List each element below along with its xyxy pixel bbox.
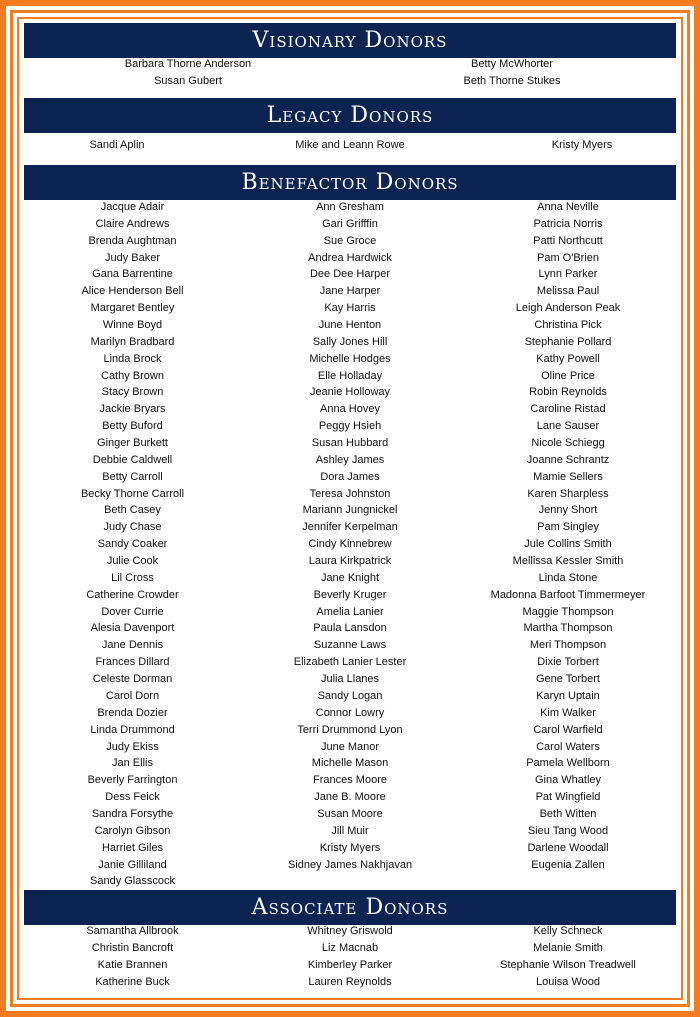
donor-name: Beth Witten (539, 807, 597, 820)
legacy-name-3: Kristy Myers (551, 139, 613, 151)
donor-name: Jane Knight (320, 571, 380, 584)
donor-name: Melanie Smith (533, 941, 603, 954)
donor-name: Beth Casey (104, 504, 161, 517)
donor-name: Maggie Thompson (522, 605, 614, 618)
donor-name: Susan Moore (317, 807, 383, 820)
donor-name: Claire Andrews (95, 217, 170, 230)
donor-name: Kim Walker (540, 706, 596, 719)
donor-name: Winne Boyd (102, 319, 163, 332)
donor-name: Nicole Schiegg (531, 437, 605, 450)
donor-name: Kimberley Parker (307, 958, 393, 971)
donor-name: Becky Thorne Carroll (80, 487, 185, 500)
donor-name: Elizabeth Lanier Lester (293, 656, 407, 669)
benefactor-column-3 (468, 199, 668, 873)
donor-name: Jackie Bryars (99, 403, 166, 416)
donor-name: Katherine Buck (95, 975, 170, 988)
donor-name: Anna Neville (537, 201, 599, 213)
donor-name: Julia Llanes (320, 673, 380, 686)
donor-name: Dixie Torbert (537, 656, 599, 669)
donor-name: Oline Price (541, 369, 595, 382)
donor-name: Celeste Dorman (92, 673, 173, 686)
donor-name: June Manor (320, 740, 380, 753)
donor-name: Andrea Hardwick (308, 251, 392, 264)
donor-name: Liz Macnab (321, 941, 379, 954)
donor-name: Susan Gubert (154, 74, 222, 87)
donor-name: Pam Singley (537, 521, 599, 534)
donor-name: Debbie Caldwell (92, 453, 173, 466)
donor-name: Linda Stone (538, 571, 598, 584)
donor-name: Alice Henderson Bell (81, 285, 184, 298)
donor-name: Lynn Parker (538, 268, 598, 281)
donor-name: Peggy Hsieh (318, 420, 382, 433)
donor-name: Sidney James Nakhjavan (287, 858, 413, 871)
donor-name: Mellissa Kessler Smith (512, 555, 624, 568)
donor-name: Jule Collins Smith (524, 538, 612, 551)
donor-name: Kristy Myers (319, 841, 381, 854)
donor-name: Jeanie Holloway (309, 386, 391, 399)
donor-name: Dora James (320, 470, 380, 483)
legacy-name-2: Mike and Leann Rowe (295, 139, 405, 151)
donor-name: Amelia Lanier (316, 605, 384, 618)
donor-name: Judy Chase (103, 521, 162, 534)
donor-name: Ashley James (315, 453, 385, 466)
donor-name: Betty McWhorter (471, 58, 553, 70)
donor-name: Gana Barrentine (92, 268, 173, 281)
donor-name: Cindy Kinnebrew (308, 538, 392, 551)
donor-name: June Henton (318, 319, 382, 332)
donor-name: Terri Drummond Lyon (297, 723, 403, 736)
donor-name: Beverly Kruger (313, 588, 387, 601)
donor-name: Teresa Johnston (309, 487, 391, 500)
donor-name: Joanne Schrantz (526, 453, 610, 466)
donor-name: Carol Waters (536, 740, 600, 753)
donor-name: Judy Ekiss (106, 740, 159, 753)
donor-name: Jan Ellis (112, 757, 153, 770)
donor-name: Laura Kirkpatrick (308, 555, 392, 568)
associate-column-2 (252, 923, 448, 990)
visionary-left-column (88, 56, 288, 90)
donor-name: Meri Thompson (529, 639, 607, 652)
donor-name: Jenny Short (538, 504, 598, 517)
donor-name: Darlene Woodall (527, 841, 609, 854)
donor-name: Sandy Glasscock (90, 875, 175, 888)
donor-name: Elle Holladay (317, 369, 383, 382)
donor-name: Dess Feick (105, 791, 160, 804)
donor-name: Carol Dorn (105, 689, 160, 702)
donor-name: Pam O'Brien (536, 251, 599, 264)
associate-column-1 (35, 923, 230, 990)
donor-name: Pamela Wellborn (526, 757, 610, 770)
donor-name: Louisa Wood (535, 975, 600, 988)
donor-name: Cathy Brown (101, 369, 164, 382)
donor-name: Margaret Bentley (90, 302, 175, 315)
donor-name: Karyn Uptain (536, 689, 600, 702)
donor-name: Paula Lansdon (313, 622, 387, 635)
donor-name: Sandy Coaker (97, 538, 168, 551)
donor-name: Jill Muir (331, 824, 369, 837)
donor-name: Eugenia Zallen (531, 858, 605, 871)
donor-name: Catherine Crowder (86, 588, 179, 601)
legacy-name-1: Sandi Aplin (89, 139, 145, 151)
donor-name: Christina Pick (534, 319, 602, 332)
donor-name: Betty Buford (102, 420, 163, 433)
donor-name: Patti Northcutt (533, 234, 603, 247)
associate-column-3 (468, 923, 668, 990)
donor-name: Brenda Dozier (97, 706, 168, 719)
donor-name: Jennifer Kerpelman (302, 521, 398, 534)
donor-name: Frances Moore (313, 774, 387, 787)
donor-name: Lane Sauser (536, 420, 600, 433)
donor-name: Sieu Tang Wood (527, 824, 609, 837)
donor-name: Madonna Barfoot Timmermeyer (490, 588, 646, 601)
donor-name: Lauren Reynolds (308, 975, 392, 988)
donor-name: Betty Carroll (102, 470, 163, 483)
donor-name: Leigh Anderson Peak (515, 302, 621, 315)
donor-name: Jane Harper (319, 285, 381, 298)
donor-name: Gari Grifffin (322, 217, 378, 230)
legacy-header: Legacy Donors (24, 98, 676, 133)
donor-name: Ann Gresham (316, 201, 384, 213)
benefactor-column-2 (252, 199, 448, 873)
donor-name: Sandra Forsythe (91, 807, 174, 820)
donor-name: Christin Bancroft (91, 941, 174, 954)
donor-name: Whitney Griswold (307, 925, 393, 937)
donor-name: Kay Harris (324, 302, 376, 315)
donor-name: Suzanne Laws (313, 639, 387, 652)
donor-name: Linda Drummond (90, 723, 175, 736)
donor-name: Sue Groce (323, 234, 377, 247)
donor-name: Beth Thorne Stukes (463, 74, 561, 87)
donor-name: Beverly Farrington (87, 774, 178, 787)
donor-name: Julie Cook (106, 555, 159, 568)
donor-name: Janie Gilliland (98, 858, 167, 871)
donor-name: Frances Dillard (95, 656, 170, 669)
donor-name: Ginger Burkett (97, 437, 168, 450)
donor-name: Sandy Logan (317, 689, 383, 702)
visionary-header: Visionary Donors (24, 23, 676, 58)
donor-name: Carol Warfield (533, 723, 603, 736)
donor-name: Susan Hubbard (311, 437, 389, 450)
donor-name: Judy Baker (104, 251, 161, 264)
donor-name: Caroline Ristad (530, 403, 606, 416)
donor-name: Gene Torbert (535, 673, 600, 686)
donor-name: Dover Currie (101, 605, 164, 618)
donor-name: Patricia Norris (533, 217, 603, 230)
donor-name: Michelle Mason (311, 757, 389, 770)
donor-name: Mariann Jungnickel (302, 504, 398, 517)
donor-name: Harriet Giles (101, 841, 164, 854)
donor-name: Katie Brannen (97, 958, 168, 971)
donor-name: Dee Dee Harper (309, 268, 391, 281)
donor-name: Marilyn Bradbard (90, 335, 175, 348)
donor-name: Kelly Schneck (533, 925, 603, 937)
donor-name: Martha Thompson (523, 622, 613, 635)
donor-name: Connor Lowry (315, 706, 385, 719)
donor-name: Samantha Allbrook (86, 925, 179, 937)
donor-name: Melissa Paul (536, 285, 600, 298)
donor-name: Mamie Sellers (533, 470, 603, 483)
associate-header: Associate Donors (24, 890, 676, 925)
donor-name: Lil Cross (111, 571, 154, 584)
donor-name: Jane Dennis (101, 639, 164, 652)
donor-name: Stephanie Wilson Treadwell (500, 958, 636, 971)
donor-name: Pat Wingfield (535, 791, 601, 804)
donor-name: Sally Jones Hill (312, 335, 388, 348)
donor-name: Robin Reynolds (529, 386, 607, 399)
donor-name: Jane B. Moore (314, 791, 386, 804)
donor-name: Michelle Hodges (309, 352, 391, 365)
benefactor-column-1 (35, 199, 230, 890)
donor-name: Gina Whatley (534, 774, 602, 787)
donor-name: Brenda Aughtman (88, 234, 177, 247)
donor-name: Stacy Brown (101, 386, 164, 399)
donor-name: Kathy Powell (536, 352, 600, 365)
donor-name: Anna Hovey (320, 403, 380, 416)
donor-name: Linda Brock (103, 352, 162, 365)
visionary-right-column (412, 56, 612, 90)
donor-name: Alesia Davenport (90, 622, 175, 635)
donor-name: Barbara Thorne Anderson (124, 58, 252, 70)
donor-name: Karen Sharpless (527, 487, 609, 500)
benefactor-header: Benefactor Donors (24, 165, 676, 200)
donor-name: Stephanie Pollard (524, 335, 612, 348)
donor-name: Jacque Adair (100, 201, 165, 213)
donor-name: Carolyn Gibson (94, 824, 171, 837)
